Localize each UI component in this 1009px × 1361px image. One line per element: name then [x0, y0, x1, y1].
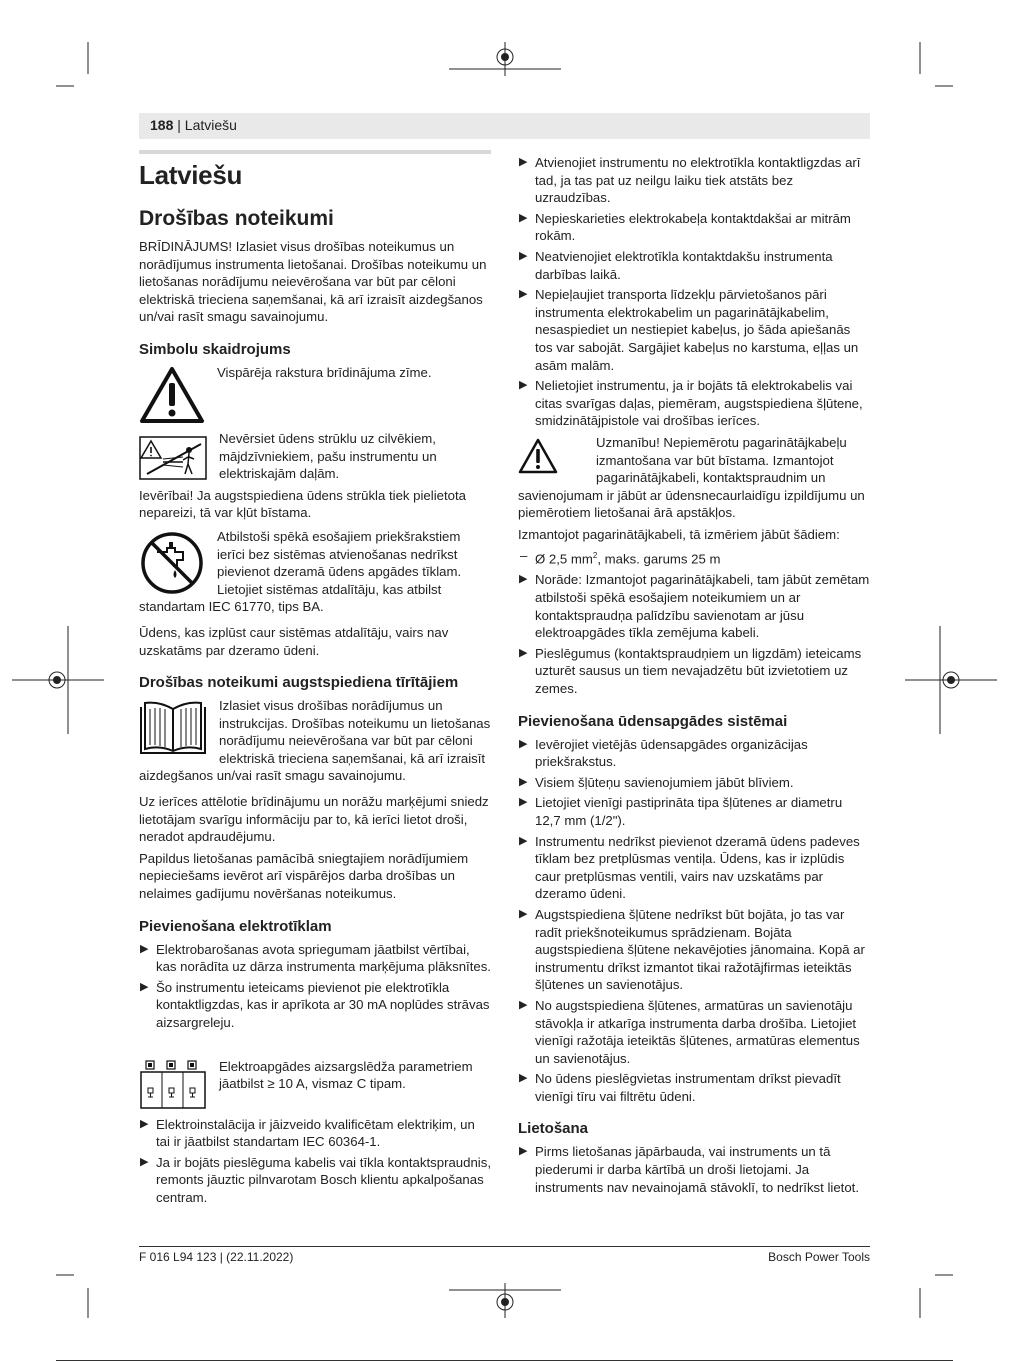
- list-item: ▶ Pieslēgumus (kontaktspraudņiem un ligzdām) ieteicams uzturēt sausus un tiem nevajadzētu būt izvietotiem uz zemes.: [519, 645, 862, 697]
- footer-rule: [139, 1246, 870, 1247]
- circuit-breaker-icon: [139, 1060, 207, 1110]
- list-item: ▶ Šo instrumentu ieteicams pievienot pie elektrotīkla kontaktligzdas, kas ir aprīkota ar 30 mA noplūdes strāvas aizsargreleju.: [140, 979, 490, 1030]
- extension-caution-block: [518, 434, 870, 522]
- no-spray-text: Nevērsiet ūdens strūklu uz cilvēkiem, mājdzīvniekiem, pašu instrumentu un elektriskajām daļām.: [219, 430, 437, 482]
- list-item: ▶ Nelietojiet instrumentu, ja ir bojāts tā elektrokabelis vai citas svarīgas daļas, piemēram, augstspiediena šļūtene, smidzinātājpistole vai drošības ierīces.: [519, 378, 863, 429]
- extension-caution-text: Uzmanību! Nepiemērotu pagarinātājkabeļu izmantošana var būt bīstama. Izmantojot pagarinātājkabeli, kontaktspraudnim un savienojumam ir jābūt ar ūdensnecaurlaidīgu izpildījumu un piemērotiem lietošanai ārā apstākļos.: [518, 434, 865, 521]
- page-title: Latviešu: [139, 160, 243, 190]
- read-all-text: Izlasiet visus drošības norādījumus un instrukcijas. Drošības noteikumu un lietošanas norādījumu neievērošana var būt par cēloni elektriskā trieciena saņemšanai, kā arī izraisīt aizdegšanos un/vai rasīt smagu savainojumu.: [139, 698, 491, 784]
- symbol-no-spray: [139, 430, 491, 487]
- warning-triangle-icon: [139, 366, 205, 424]
- list-item: ▶ No ūdens pieslēgvietas instrumentam drīkst pievadīt vienīgi tīru vai filtrētu ūdeni.: [519, 1071, 841, 1104]
- electric-heading: Pievienošana elektrotīklam: [139, 917, 332, 935]
- list-item: ▶ Lietojiet vienīgi pastiprināta tipa šļūtenes ar diametru 12,7 mm (1/2").: [519, 795, 843, 828]
- usage-bullets: [518, 1143, 870, 1196]
- separator-water-text: Ūdens, kas izplūst caur sistēmas atdalītāju, vairs nav uzskatāms par dzeramo ūdeni.: [139, 624, 449, 658]
- list-item: ▶ Instrumentu nedrīkst pievienot dzeramā ūdens padeves tīklam bez pretplūsmas ventiļa. Ūdens, kas ir izplūdis caur pretplūsmas ventili, vairs nav uzskatāms par dzeramo ūdeni.: [519, 833, 860, 902]
- page-header: 188 | Latviešu: [150, 117, 237, 133]
- footer-brand: Bosch Power Tools: [768, 1250, 870, 1264]
- electric-bullets-b: [139, 1116, 491, 1207]
- general-rules-text: Papildus lietošanas pamācībā sniegtajiem norādījumiem nepieciešams ievērot arī vispārējos darba drošības un nelaimes gadījumu novēršanas noteikumus.: [139, 850, 469, 902]
- markings-text: Uz ierīces attēlotie brīdinājumu un norāžu marķējumi sniedz lietotājam svarīgu informāciju par to, kā ierīci lietot droši, neradot apdraudējumu.: [139, 794, 489, 845]
- list-item: ▶ Ja ir bojāts pieslēguma kabelis vai tīkla kontaktspraudnis, remonts jāuztic pilnvarotam Bosch klientu apkalpošanas centram.: [140, 1154, 491, 1205]
- footer-doc-id: F 016 L94 123 | (22.11.2022): [139, 1250, 294, 1264]
- electric-bullets-a: [139, 941, 491, 1032]
- list-item: ▶ Augstspiediena šļūtene nedrīkst būt bojāta, jo tas var radīt priekšnoteikumus sprādzienam. Bojāta augstspiediena šļūtene nekavējoties jānomaina. Kopā ar instrumentu drīkst izmantot tikai ražotājfirmas ieteiktās šļūtenes un savienotājus.: [519, 906, 865, 993]
- water-heading: Pievienošana ūdensapgādes sistēmai: [518, 712, 788, 730]
- symbol-no-drinking-water: [139, 528, 491, 620]
- header-bar: [139, 113, 870, 139]
- symbols-heading: Simbolu skaidrojums: [139, 340, 291, 358]
- list-item: ▶ Pirms lietošanas jāpārbauda, vai instruments un tā piederumi ir darba kārtībā un droši lietojami. Ja instruments nav nevainojamā stāvoklī, to nedrīkst lietot.: [519, 1144, 859, 1195]
- list-item: ▶ Elektrobarošanas avota spriegumam jāatbilst vērtībai, kas norādīta uz dārza instrumenta marķējuma plāksnītes.: [140, 941, 491, 975]
- usage-heading: Lietošana: [518, 1120, 589, 1138]
- safety-heading: Drošības noteikumi: [139, 207, 334, 230]
- general-warning-text: Vispārēja rakstura brīdinājuma zīme.: [217, 364, 432, 380]
- extension-size-item: – Ø 2,5 $mm^2$, maks. garums 25 m: [520, 548, 721, 567]
- list-item: ▶ Visiem šļūteņu savienojumiem jābūt blīviem.: [519, 774, 794, 790]
- breaker-text: Elektroapgādes aizsargslēdža parametriem jāatbilst ≥ 10 A, vismaz C tipam.: [219, 1058, 473, 1092]
- attention-jet-text: Ievērībai! Ja augstspiediena ūdens strūkla tiek pielietota nepareizi, tā var kļūt bīstama.: [139, 487, 466, 521]
- list-item: ▶ Ievērojiet vietējās ūdensapgādes organizācijas priekšrakstus.: [519, 736, 808, 770]
- extension-size-intro: Izmantojot pagarinātājkabeli, tā izmēriem jābūt šādiem:: [518, 526, 840, 542]
- caution-triangle-icon: [518, 438, 558, 474]
- list-item: ▶ Nepieļaujiet transporta līdzekļu pārvietošanos pāri instrumenta elektrokabelim un pagarinātājkabelim, nesaspiediet un nestiepiet kabeļus, jo šāda apiešanās tos var sabojāt. Sargājiet kabeļus no karstuma, eļļas un asām malām.: [519, 287, 859, 373]
- list-item: ▶ Atvienojiet instrumentu no elektrotīkla kontaktligzdas arī tad, ja tas pat uz neilgu laiku tiek atstāts bez uzraudzības.: [519, 155, 861, 206]
- pressure-cleaner-heading: Drošības noteikumi augstspiediena tīrītājiem: [139, 674, 459, 692]
- no-drinking-water-icon: [139, 530, 205, 596]
- warning-intro: BRĪDINĀJUMS! Izlasiet visus drošības noteikumus un norādījumus instrumenta lietošanai. Drošības noteikumu un lietošanas norādījumu neievērošana var būt par cēloni elektriskā trieciena saņemšanai, kā arī izraisīt aizdegšanos un/vai rasīt smagu savainojumu.: [139, 239, 487, 325]
- read-manual-book-icon: [139, 699, 207, 755]
- list-item: ▶ Nepieskarieties elektrokabeļa kontaktdakšai ar mitrām rokām.: [519, 210, 851, 244]
- extension-bullets: [518, 571, 870, 697]
- no-drinking-water-text: Atbilstoši spēkā esošajiem priekšrakstiem ierīci bez sistēmas atvienošanas nedrīkst pievienot dzeramā ūdens apgādes tīklam. Lietojiet sistēmas atdalītāju, kas atbilst standartam IEC 61770, tips BA.: [139, 528, 462, 615]
- no-spray-people-icon: [139, 436, 207, 480]
- header-language: Latviešu: [184, 117, 237, 133]
- list-item: ▶ Elektroinstalācija ir jāizveido kvalificētam elektriķim, un tai ir jāatbilst standartam IEC 60364-1.: [140, 1116, 475, 1150]
- left-column: [139, 150, 491, 1211]
- breaker-block: [139, 1058, 491, 1112]
- right-column: [518, 150, 870, 1200]
- water-bullets: [518, 736, 870, 1106]
- title-rule: [139, 150, 491, 154]
- list-item: ▶ No augstspiediena šļūtenes, armatūras un savienotāju stāvokļa ir atkarīga instrumenta darba drošība. Lietojiet vienīgi ražotāja ieteiktās šļūtenes, armatūras elementus un savienotājus.: [519, 997, 860, 1066]
- symbol-general-warning: [139, 364, 491, 426]
- right-bullets-a: [518, 154, 870, 430]
- list-item: ▶ Norāde: Izmantojot pagarinātājkabeli, tam jābūt zemētam atbilstoši spēkā esošajiem noteikumiem un ar kontaktspraudņa palīdzību savienotam ar jūsu elektroapgādes tīkla zemējuma kabeli.: [519, 572, 870, 641]
- list-item: ▶ Neatvienojiet elektrotīkla kontaktdakšu instrumenta darbības laikā.: [519, 248, 833, 282]
- page-number: 188: [150, 117, 174, 133]
- read-manual-block: [139, 697, 491, 789]
